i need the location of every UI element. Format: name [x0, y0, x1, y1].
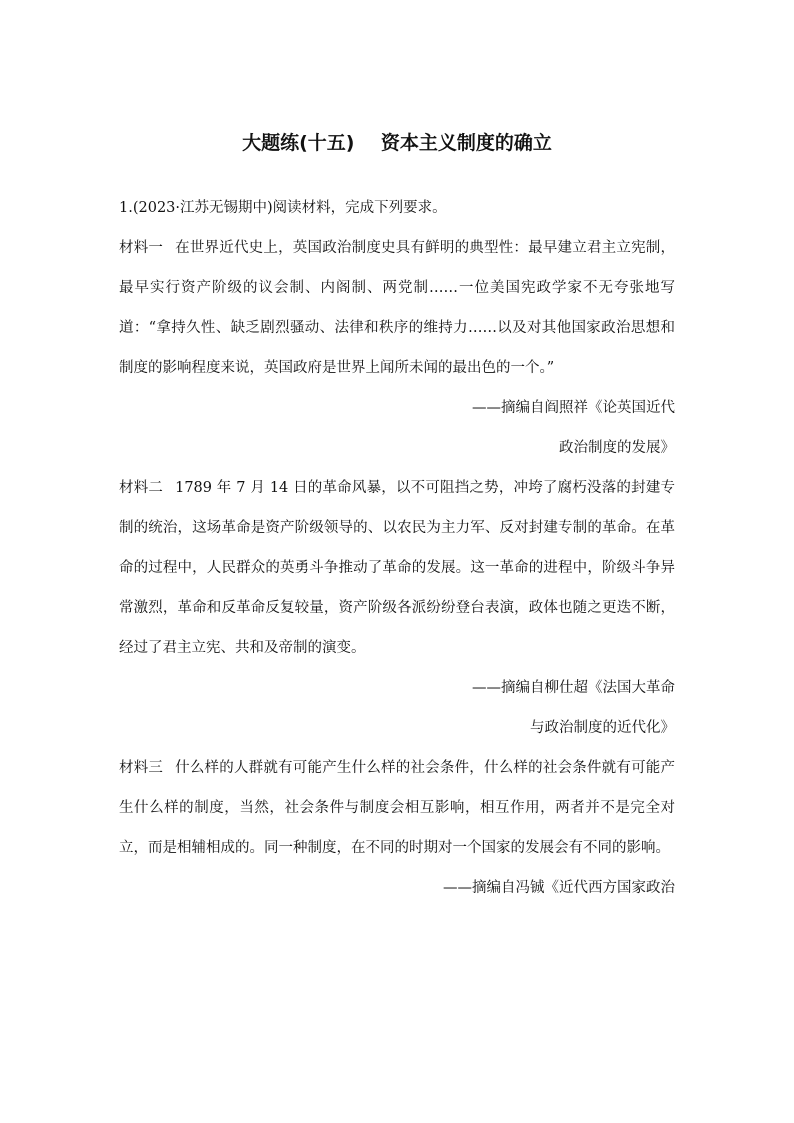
material-one-text: 在世界近代史上，英国政治制度史具有鲜明的典型性：最早建立君主立宪制，最早实行资产阶级的议会制、内阁制、两党制……一位美国宪政学家不无夸张地写道：“拿持久性、缺乏剧烈骚动、法律和秩序的维持力……以及对其他国家政治思想和制度的影响程度来说，英国政府是世界上闻所未闻的最出色的一个。” [119, 240, 675, 376]
material-one-source-line1: ——摘编自阎照祥《论英国近代 [472, 400, 675, 416]
material-two-source-line1: ——摘编自柳仕超《法国大革命 [472, 680, 675, 696]
material-three-source-line1: ——摘编自冯铖《近代西方国家政治 [443, 880, 675, 896]
page-title: 大题练(十五) 资本主义制度的确立 [242, 132, 552, 154]
material-two-text: 1789 年 7 月 14 日的革命风暴，以不可阻挡之势，冲垮了腐朽没落的封建专制的统治，这场革命是资产阶级领导的、以农民为主力军、反对封建专制的革命。在革命的过程中，人民群众的英勇斗争推动了革命的发展。这一革命的进程中，阶级斗争异常激烈，革命和反革命反复较量，资产阶级各派纷纷登台表演，政体也随之更迭不断，经过了君主立宪、共和及帝制的演变。 [119, 480, 675, 656]
material-two-source-line2: 与政治制度的近代化》 [530, 720, 675, 736]
material-two-label: 材料二 [119, 480, 164, 496]
question-content [119, 188, 675, 908]
material-three-paragraph [119, 748, 675, 868]
material-three-text: 什么样的人群就有可能产生什么样的社会条件，什么样的社会条件就有可能产生什么样的制度，当然，社会条件与制度会相互影响，相互作用，两者并不是完全对立，而是相辅相成的。同一种制度，在不同的时期对一个国家的发展会有不同的影响。 [119, 760, 675, 856]
material-one-label: 材料一 [119, 240, 164, 256]
material-two-paragraph [119, 468, 675, 668]
material-one-source-line2: 政治制度的发展》 [559, 440, 675, 456]
question-heading: 1.(2023·江苏无锡期中)阅读材料，完成下列要求。 [119, 200, 447, 216]
material-three-label: 材料三 [119, 760, 164, 776]
material-one-paragraph [119, 228, 675, 388]
